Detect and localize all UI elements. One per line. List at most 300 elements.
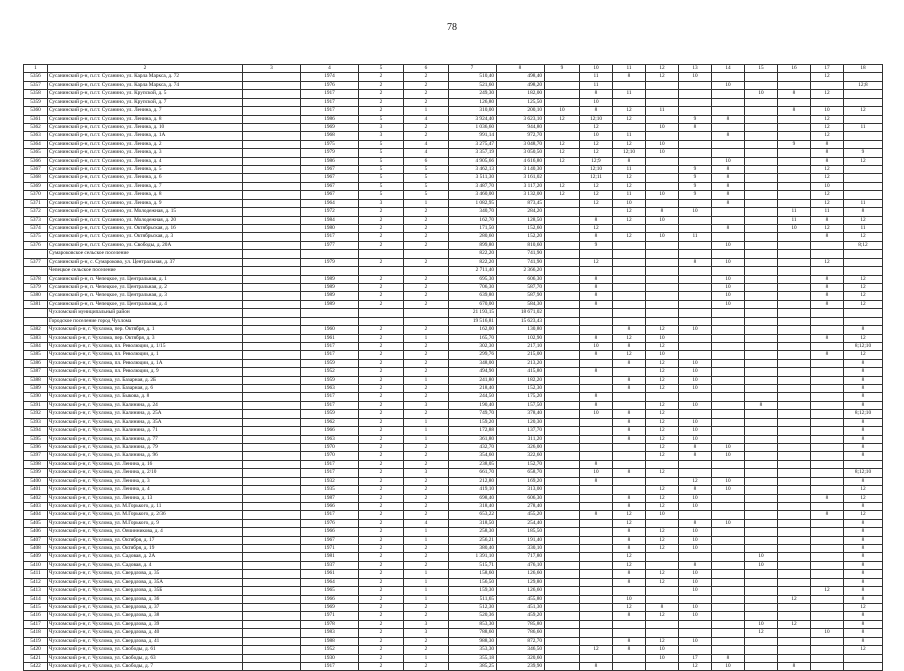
table-cell-col-17: 12 bbox=[811, 258, 844, 266]
table-cell-col-4: 1917 bbox=[301, 107, 359, 115]
table-cell-col-5: 2 bbox=[359, 359, 404, 367]
table-cell-col-1 bbox=[24, 317, 48, 325]
table-cell-col-6: 2 bbox=[404, 443, 449, 451]
table-cell-col-13 bbox=[679, 132, 712, 140]
table-cell-col-15 bbox=[745, 174, 778, 182]
table-cell-col-5: 2 bbox=[359, 90, 404, 98]
table-cell-col-2: Чухломский р-н, г. Чухлома, ул. Свердлова, д. 40 bbox=[48, 629, 243, 637]
table-cell-col-16 bbox=[778, 452, 811, 460]
table-cell-col-18: 11 bbox=[844, 123, 883, 131]
table-cell-col-15 bbox=[745, 502, 778, 510]
table-cell-col-18 bbox=[844, 98, 883, 106]
table-row bbox=[24, 292, 883, 300]
table-cell-col-2: Чухломский р-н, г. Чухлома, ул. Свердлова, д. 38 bbox=[48, 612, 243, 620]
table-cell-col-9 bbox=[545, 528, 580, 536]
table-cell-col-8: 182,00 bbox=[497, 90, 545, 98]
table-cell-col-7: 380,40 bbox=[449, 545, 497, 553]
table-cell-col-11: 8 bbox=[613, 528, 646, 536]
table-cell-col-9 bbox=[545, 241, 580, 249]
table-cell-col-16 bbox=[778, 174, 811, 182]
table-cell-col-5: 2 bbox=[359, 326, 404, 334]
table-cell-col-13: 10 bbox=[679, 578, 712, 586]
table-cell-col-15 bbox=[745, 410, 778, 418]
table-cell-col-6: 5 bbox=[404, 166, 449, 174]
table-cell-col-6: 2 bbox=[404, 368, 449, 376]
table-row bbox=[24, 233, 883, 241]
table-cell-col-4: 1987 bbox=[301, 494, 359, 502]
table-cell-col-2: Чухломский р-н, г. Чухлома, ул. Калинина, д. 24 bbox=[48, 401, 243, 409]
table-cell-col-14 bbox=[712, 469, 745, 477]
table-cell-col-4: 1967 bbox=[301, 174, 359, 182]
table-cell-col-15 bbox=[745, 646, 778, 654]
table-cell-col-11 bbox=[613, 477, 646, 485]
table-cell-col-12 bbox=[646, 460, 679, 468]
table-cell-col-7: 318,50 bbox=[449, 519, 497, 527]
table-cell-col-12 bbox=[646, 300, 679, 308]
table-cell-col-14: 8 bbox=[712, 225, 745, 233]
table-cell-col-10 bbox=[580, 561, 613, 569]
table-cell-col-16 bbox=[778, 292, 811, 300]
table-cell-col-11 bbox=[613, 401, 646, 409]
table-cell-col-18: 8 bbox=[844, 208, 883, 216]
table-cell-col-7: 159,30 bbox=[449, 587, 497, 595]
table-cell-col-13: 9 bbox=[679, 191, 712, 199]
table-cell-col-4: 1972 bbox=[301, 208, 359, 216]
table-cell-col-10: 8 bbox=[580, 401, 613, 409]
table-cell-col-9: 12 bbox=[545, 157, 580, 165]
table-cell-col-14 bbox=[712, 511, 745, 519]
table-cell-col-12 bbox=[646, 662, 679, 670]
table-cell-col-17: 8 bbox=[811, 149, 844, 157]
table-cell-col-15 bbox=[745, 595, 778, 603]
table-cell-col-16 bbox=[778, 149, 811, 157]
table-cell-col-1: 5417 bbox=[24, 620, 48, 628]
table-cell-col-1: 5376 bbox=[24, 241, 48, 249]
table-cell-col-18: 11 bbox=[844, 225, 883, 233]
table-cell-col-11: 8 bbox=[613, 385, 646, 393]
table-cell-col-1: 5398 bbox=[24, 460, 48, 468]
table-cell-col-13 bbox=[679, 317, 712, 325]
table-cell-col-11: 8 bbox=[613, 646, 646, 654]
table-cell-col-9 bbox=[545, 73, 580, 81]
table-cell-col-4: 1969 bbox=[301, 123, 359, 131]
table-cell-col-17: 8 bbox=[811, 494, 844, 502]
table-cell-col-14 bbox=[712, 553, 745, 561]
table-cell-col-13 bbox=[679, 216, 712, 224]
table-cell-col-5: 2 bbox=[359, 578, 404, 586]
table-cell-col-16: 11 bbox=[778, 216, 811, 224]
table-cell-col-17: 8 bbox=[811, 292, 844, 300]
table-cell-col-2: Чухломский р-н, г. Чухлома, ул. Базарная, д. 6 bbox=[48, 385, 243, 393]
table-cell-col-3 bbox=[243, 233, 301, 241]
table-cell-col-8: 213,20 bbox=[497, 359, 545, 367]
table-cell-col-18: 12 bbox=[844, 107, 883, 115]
table-cell-col-4 bbox=[301, 317, 359, 325]
table-cell-col-5: 2 bbox=[359, 208, 404, 216]
table-cell-col-13 bbox=[679, 646, 712, 654]
table-cell-col-5: 2 bbox=[359, 401, 404, 409]
table-cell-col-2: Сусанинский р-н, п.г.т. Сусанино, ул. Ленина, д. 3 bbox=[48, 149, 243, 157]
table-cell-col-15 bbox=[745, 149, 778, 157]
table-cell-col-18: 18 bbox=[844, 65, 883, 73]
table-cell-col-7: 256,21 bbox=[449, 536, 497, 544]
table-cell-col-6: 2 bbox=[404, 241, 449, 249]
table-cell-col-9 bbox=[545, 292, 580, 300]
table-cell-col-6 bbox=[404, 250, 449, 258]
table-cell-col-5: 2 bbox=[359, 646, 404, 654]
table-cell-col-2: Сусанинский р-н, п.г.т. Сусанино, ул. Ленина, д. 7 bbox=[48, 107, 243, 115]
table-cell-col-3 bbox=[243, 317, 301, 325]
table-cell-col-3 bbox=[243, 107, 301, 115]
table-cell-col-18: 8 bbox=[844, 401, 883, 409]
table-cell-col-15 bbox=[745, 182, 778, 190]
table-cell-col-17 bbox=[811, 418, 844, 426]
table-cell-col-18: 12 bbox=[844, 300, 883, 308]
table-cell-col-3 bbox=[243, 528, 301, 536]
table-cell-col-1: 5397 bbox=[24, 452, 48, 460]
table-cell-col-9 bbox=[545, 166, 580, 174]
table-cell-col-6: 2 bbox=[404, 216, 449, 224]
table-cell-col-3 bbox=[243, 662, 301, 670]
table-row bbox=[24, 132, 883, 140]
table-cell-col-8: 330,10 bbox=[497, 545, 545, 553]
table-cell-col-2: Чухломский р-н, г. Чухлома, ул. М.Горького, д. 9 bbox=[48, 519, 243, 527]
table-cell-col-18: 8 bbox=[844, 595, 883, 603]
table-cell-col-1: 5404 bbox=[24, 511, 48, 519]
table-cell-col-7: 280,60 bbox=[449, 233, 497, 241]
table-cell-col-2: Чухломский р-н, г. Чухлома, ул. Садовая, д. 2А bbox=[48, 553, 243, 561]
table-cell-col-13: 10 bbox=[679, 385, 712, 393]
table-row bbox=[24, 368, 883, 376]
table-cell-col-5: 2 bbox=[359, 368, 404, 376]
table-cell-col-13 bbox=[679, 553, 712, 561]
table-cell-col-13 bbox=[679, 342, 712, 350]
table-cell-col-3 bbox=[243, 258, 301, 266]
table-cell-col-4: 1917 bbox=[301, 98, 359, 106]
table-cell-col-13: 10 bbox=[679, 418, 712, 426]
table-cell-col-13: 10 bbox=[679, 73, 712, 81]
table-cell-col-2: Сусанинский р-н, п.г.т. Сусанино, ул. Ленина, д. 8 bbox=[48, 115, 243, 123]
table-cell-col-17 bbox=[811, 561, 844, 569]
table-cell-col-17: 8 bbox=[811, 351, 844, 359]
table-cell-col-8: 451,30 bbox=[497, 604, 545, 612]
table-cell-col-6: 2 bbox=[404, 477, 449, 485]
table-cell-col-7: 661,70 bbox=[449, 469, 497, 477]
table-cell-col-16 bbox=[778, 351, 811, 359]
table-cell-col-1: 1 bbox=[24, 65, 48, 73]
table-cell-col-13 bbox=[679, 98, 712, 106]
table-cell-col-5: 2 bbox=[359, 528, 404, 536]
table-cell-col-10 bbox=[580, 427, 613, 435]
table-cell-col-17: 12 bbox=[811, 191, 844, 199]
table-cell-col-16 bbox=[778, 536, 811, 544]
table-cell-col-14 bbox=[712, 561, 745, 569]
table-cell-col-5: 2 bbox=[359, 570, 404, 578]
table-cell-col-16 bbox=[778, 401, 811, 409]
table-cell-col-4: 1986 bbox=[301, 157, 359, 165]
table-row bbox=[24, 258, 883, 266]
table-cell-col-4: 1959 bbox=[301, 410, 359, 418]
table-cell-col-4: 1961 bbox=[301, 334, 359, 342]
table-cell-col-10 bbox=[580, 604, 613, 612]
table-cell-col-9 bbox=[545, 662, 580, 670]
table-cell-col-1: 5388 bbox=[24, 376, 48, 384]
table-cell-col-4: 1930 bbox=[301, 654, 359, 662]
table-cell-col-7: 2 711,40 bbox=[449, 267, 497, 275]
table-cell-col-15 bbox=[745, 477, 778, 485]
table-cell-col-2: Чухломский р-н, г. Чухлома, ул. Калинина, д. 96 bbox=[48, 452, 243, 460]
table-cell-col-9: 12 bbox=[545, 191, 580, 199]
table-cell-col-18: 8;12;10 bbox=[844, 410, 883, 418]
table-cell-col-18: 12 bbox=[844, 486, 883, 494]
table-cell-col-2: Чухломский р-н, г. Чухлома, пл. Революции, д. 1А bbox=[48, 359, 243, 367]
table-cell-col-16: 12 bbox=[778, 620, 811, 628]
table-cell-col-14 bbox=[712, 595, 745, 603]
table-cell-col-9 bbox=[545, 460, 580, 468]
table-cell-col-1: 5384 bbox=[24, 342, 48, 350]
table-cell-col-9 bbox=[545, 545, 580, 553]
table-cell-col-1: 5380 bbox=[24, 292, 48, 300]
table-cell-col-5: 2 bbox=[359, 81, 404, 89]
table-cell-col-14 bbox=[712, 629, 745, 637]
table-cell-col-15 bbox=[745, 233, 778, 241]
table-cell-col-12 bbox=[646, 90, 679, 98]
table-cell-col-2: Чухломский р-н, г. Чухлома, пл. Революции, д. 9 bbox=[48, 368, 243, 376]
table-cell-col-1: 5362 bbox=[24, 123, 48, 131]
table-cell-col-15 bbox=[745, 427, 778, 435]
table-cell-col-6: 2 bbox=[404, 502, 449, 510]
table-row bbox=[24, 73, 883, 81]
table-cell-col-2: Сусанинский р-н, п.г.т. Сусанино, ул. Карла Маркса, д. 72 bbox=[48, 73, 243, 81]
table-cell-col-1: 5372 bbox=[24, 208, 48, 216]
table-cell-col-10 bbox=[580, 250, 613, 258]
table-cell-col-6: 2 bbox=[404, 452, 449, 460]
table-cell-col-18: 12 bbox=[844, 604, 883, 612]
table-cell-col-10: 12 bbox=[580, 123, 613, 131]
table-cell-col-6: 2 bbox=[404, 410, 449, 418]
table-cell-col-16 bbox=[778, 199, 811, 207]
table-cell-col-17 bbox=[811, 427, 844, 435]
table-cell-col-12: 11 bbox=[646, 107, 679, 115]
table-cell-col-9 bbox=[545, 393, 580, 401]
table-cell-col-3 bbox=[243, 385, 301, 393]
table-cell-col-13: 8 bbox=[679, 443, 712, 451]
table-cell-col-10 bbox=[580, 317, 613, 325]
table-cell-col-17 bbox=[811, 460, 844, 468]
table-cell-col-14: 8 bbox=[712, 174, 745, 182]
table-cell-col-12: 10 bbox=[646, 216, 679, 224]
table-cell-col-14 bbox=[712, 418, 745, 426]
table-cell-col-9 bbox=[545, 427, 580, 435]
table-cell-col-10 bbox=[580, 536, 613, 544]
table-cell-col-10 bbox=[580, 309, 613, 317]
table-cell-col-6: 2 bbox=[404, 300, 449, 308]
table-cell-col-10 bbox=[580, 502, 613, 510]
table-cell-col-6: 2 bbox=[404, 258, 449, 266]
table-cell-col-13: 10 bbox=[679, 376, 712, 384]
table-row bbox=[24, 578, 883, 586]
table-cell-col-14 bbox=[712, 427, 745, 435]
table-cell-col-18 bbox=[844, 250, 883, 258]
table-cell-col-15: 15 bbox=[745, 65, 778, 73]
table-cell-col-8: 455,80 bbox=[497, 595, 545, 603]
table-cell-col-12: 12 bbox=[646, 376, 679, 384]
table-cell-col-4: 1989 bbox=[301, 300, 359, 308]
table-row bbox=[24, 654, 883, 662]
table-cell-col-10: 8 bbox=[580, 477, 613, 485]
table-cell-col-17 bbox=[811, 528, 844, 536]
table-cell-col-4: 1970 bbox=[301, 443, 359, 451]
table-cell-col-3 bbox=[243, 427, 301, 435]
table-cell-col-5 bbox=[359, 250, 404, 258]
table-cell-col-17 bbox=[811, 81, 844, 89]
table-cell-col-12: 10 bbox=[646, 233, 679, 241]
table-cell-col-8: 3 161,02 bbox=[497, 174, 545, 182]
table-cell-col-14 bbox=[712, 267, 745, 275]
table-cell-col-18: 8 bbox=[844, 368, 883, 376]
table-cell-col-1: 5366 bbox=[24, 157, 48, 165]
table-cell-col-6: 2 bbox=[404, 208, 449, 216]
table-cell-col-17 bbox=[811, 469, 844, 477]
table-row bbox=[24, 469, 883, 477]
table-cell-col-11: 12 bbox=[613, 519, 646, 527]
table-cell-col-1: 5357 bbox=[24, 81, 48, 89]
table-cell-col-2: Сусанинский р-н, п. Чепецкое, ул. Центральная, д. 1 bbox=[48, 275, 243, 283]
table-cell-col-16 bbox=[778, 258, 811, 266]
table-cell-col-12 bbox=[646, 477, 679, 485]
table-cell-col-2: Сусанинский р-н, п.г.т. Сусанино, ул. Крупской, д. 5 bbox=[48, 90, 243, 98]
table-cell-col-7: 1 036,60 bbox=[449, 123, 497, 131]
table-cell-col-17 bbox=[811, 98, 844, 106]
table-cell-col-13 bbox=[679, 410, 712, 418]
table-cell-col-8: 254,40 bbox=[497, 519, 545, 527]
table-cell-col-5: 2 bbox=[359, 460, 404, 468]
table-cell-col-14 bbox=[712, 326, 745, 334]
table-row bbox=[24, 385, 883, 393]
table-cell-col-7: 695,30 bbox=[449, 275, 497, 283]
table-cell-col-17 bbox=[811, 309, 844, 317]
table-cell-col-11 bbox=[613, 443, 646, 451]
table-cell-col-18: 8 bbox=[844, 477, 883, 485]
table-cell-col-14: 14 bbox=[712, 65, 745, 73]
table-cell-col-10 bbox=[580, 385, 613, 393]
table-cell-col-3 bbox=[243, 241, 301, 249]
table-cell-col-5: 2 bbox=[359, 241, 404, 249]
table-row bbox=[24, 393, 883, 401]
table-cell-col-4: 1917 bbox=[301, 460, 359, 468]
table-cell-col-12 bbox=[646, 182, 679, 190]
table-row bbox=[24, 157, 883, 165]
table-cell-col-9: 12 bbox=[545, 115, 580, 123]
table-cell-col-3 bbox=[243, 587, 301, 595]
table-row bbox=[24, 107, 883, 115]
table-cell-col-5: 2 bbox=[359, 443, 404, 451]
table-cell-col-4: 1976 bbox=[301, 81, 359, 89]
table-cell-col-15 bbox=[745, 326, 778, 334]
table-cell-col-11: 10 bbox=[613, 595, 646, 603]
table-cell-col-3 bbox=[243, 182, 301, 190]
table-cell-col-13: 10 bbox=[679, 359, 712, 367]
table-cell-col-8: 455,20 bbox=[497, 511, 545, 519]
table-cell-col-17 bbox=[811, 578, 844, 586]
table-cell-col-2: Сусанинский р-н, п.г.т. Сусанино, ул. Карла Маркса, д. 74 bbox=[48, 81, 243, 89]
table-cell-col-16 bbox=[778, 334, 811, 342]
table-cell-col-12: 8 bbox=[646, 208, 679, 216]
table-cell-col-8: 741,90 bbox=[497, 258, 545, 266]
table-cell-col-2: Сусанинский р-н, п.г.т. Сусанино, ул. Молодежная, д. 20 bbox=[48, 216, 243, 224]
table-cell-col-18: 12 bbox=[844, 646, 883, 654]
table-cell-col-11: 8 bbox=[613, 494, 646, 502]
table-cell-col-3 bbox=[243, 435, 301, 443]
table-cell-col-2: Чухломский р-н, г. Чухлома, ул. Свердлова, д. 35 bbox=[48, 570, 243, 578]
table-cell-col-8: 3 048,70 bbox=[497, 140, 545, 148]
table-cell-col-14: 10 bbox=[712, 241, 745, 249]
table-cell-col-15 bbox=[745, 132, 778, 140]
table-cell-col-3 bbox=[243, 620, 301, 628]
table-cell-col-7: 156,50 bbox=[449, 578, 497, 586]
table-cell-col-9 bbox=[545, 511, 580, 519]
table-cell-col-1: 5416 bbox=[24, 612, 48, 620]
table-cell-col-16 bbox=[778, 477, 811, 485]
table-cell-col-4: 1976 bbox=[301, 519, 359, 527]
table-cell-col-15 bbox=[745, 199, 778, 207]
table-cell-col-2: Сусанинский р-н, п.г.т. Сусанино, ул. Молодежная, д. 15 bbox=[48, 208, 243, 216]
table-cell-col-4: 1968 bbox=[301, 132, 359, 140]
table-cell-col-8: 322,60 bbox=[497, 452, 545, 460]
table-cell-col-17: 8 bbox=[811, 157, 844, 165]
table-cell-col-1: 5414 bbox=[24, 595, 48, 603]
table-cell-col-10: 10 bbox=[580, 342, 613, 350]
table-cell-col-16 bbox=[778, 410, 811, 418]
table-cell-col-14: 10 bbox=[712, 283, 745, 291]
table-cell-col-16 bbox=[778, 267, 811, 275]
table-cell-col-6: 4 bbox=[404, 140, 449, 148]
table-cell-col-14: 10 bbox=[712, 275, 745, 283]
table-cell-col-15 bbox=[745, 107, 778, 115]
table-cell-col-4: 1988 bbox=[301, 637, 359, 645]
table-cell-col-16 bbox=[778, 376, 811, 384]
table-cell-col-11 bbox=[613, 629, 646, 637]
table-cell-col-9 bbox=[545, 536, 580, 544]
table-cell-col-10: 12 bbox=[580, 191, 613, 199]
table-cell-col-5: 5 bbox=[359, 166, 404, 174]
table-cell-col-12 bbox=[646, 250, 679, 258]
table-cell-col-17: 8 bbox=[811, 334, 844, 342]
table-cell-col-13 bbox=[679, 351, 712, 359]
table-cell-col-15 bbox=[745, 587, 778, 595]
table-cell-col-9 bbox=[545, 418, 580, 426]
table-cell-col-12 bbox=[646, 519, 679, 527]
table-cell-col-2: Сусанинский р-н, п. Чепецкое, ул. Центральная, д. 4 bbox=[48, 300, 243, 308]
table-cell-col-17 bbox=[811, 502, 844, 510]
table-cell-col-14 bbox=[712, 376, 745, 384]
table-cell-col-3 bbox=[243, 359, 301, 367]
table-cell-col-10 bbox=[580, 208, 613, 216]
table-cell-col-2: Сусанинский р-н, п.г.т. Сусанино, ул. Ленина, д. 10 bbox=[48, 123, 243, 131]
table-cell-col-3 bbox=[243, 519, 301, 527]
table-cell-col-14: 8 bbox=[712, 166, 745, 174]
table-cell-col-2: Чухломский р-н, г. Чухлома, ул. Свободы, д. 7 bbox=[48, 662, 243, 670]
table-cell-col-11: 12 bbox=[613, 351, 646, 359]
table-cell-col-13 bbox=[679, 90, 712, 98]
table-cell-col-8: 606,30 bbox=[497, 275, 545, 283]
table-cell-col-5: 5 bbox=[359, 65, 404, 73]
table-cell-col-15 bbox=[745, 98, 778, 106]
table-cell-col-14 bbox=[712, 410, 745, 418]
table-cell-col-1: 5422 bbox=[24, 662, 48, 670]
table-cell-col-8: 8 bbox=[497, 65, 545, 73]
table-cell-col-10 bbox=[580, 418, 613, 426]
